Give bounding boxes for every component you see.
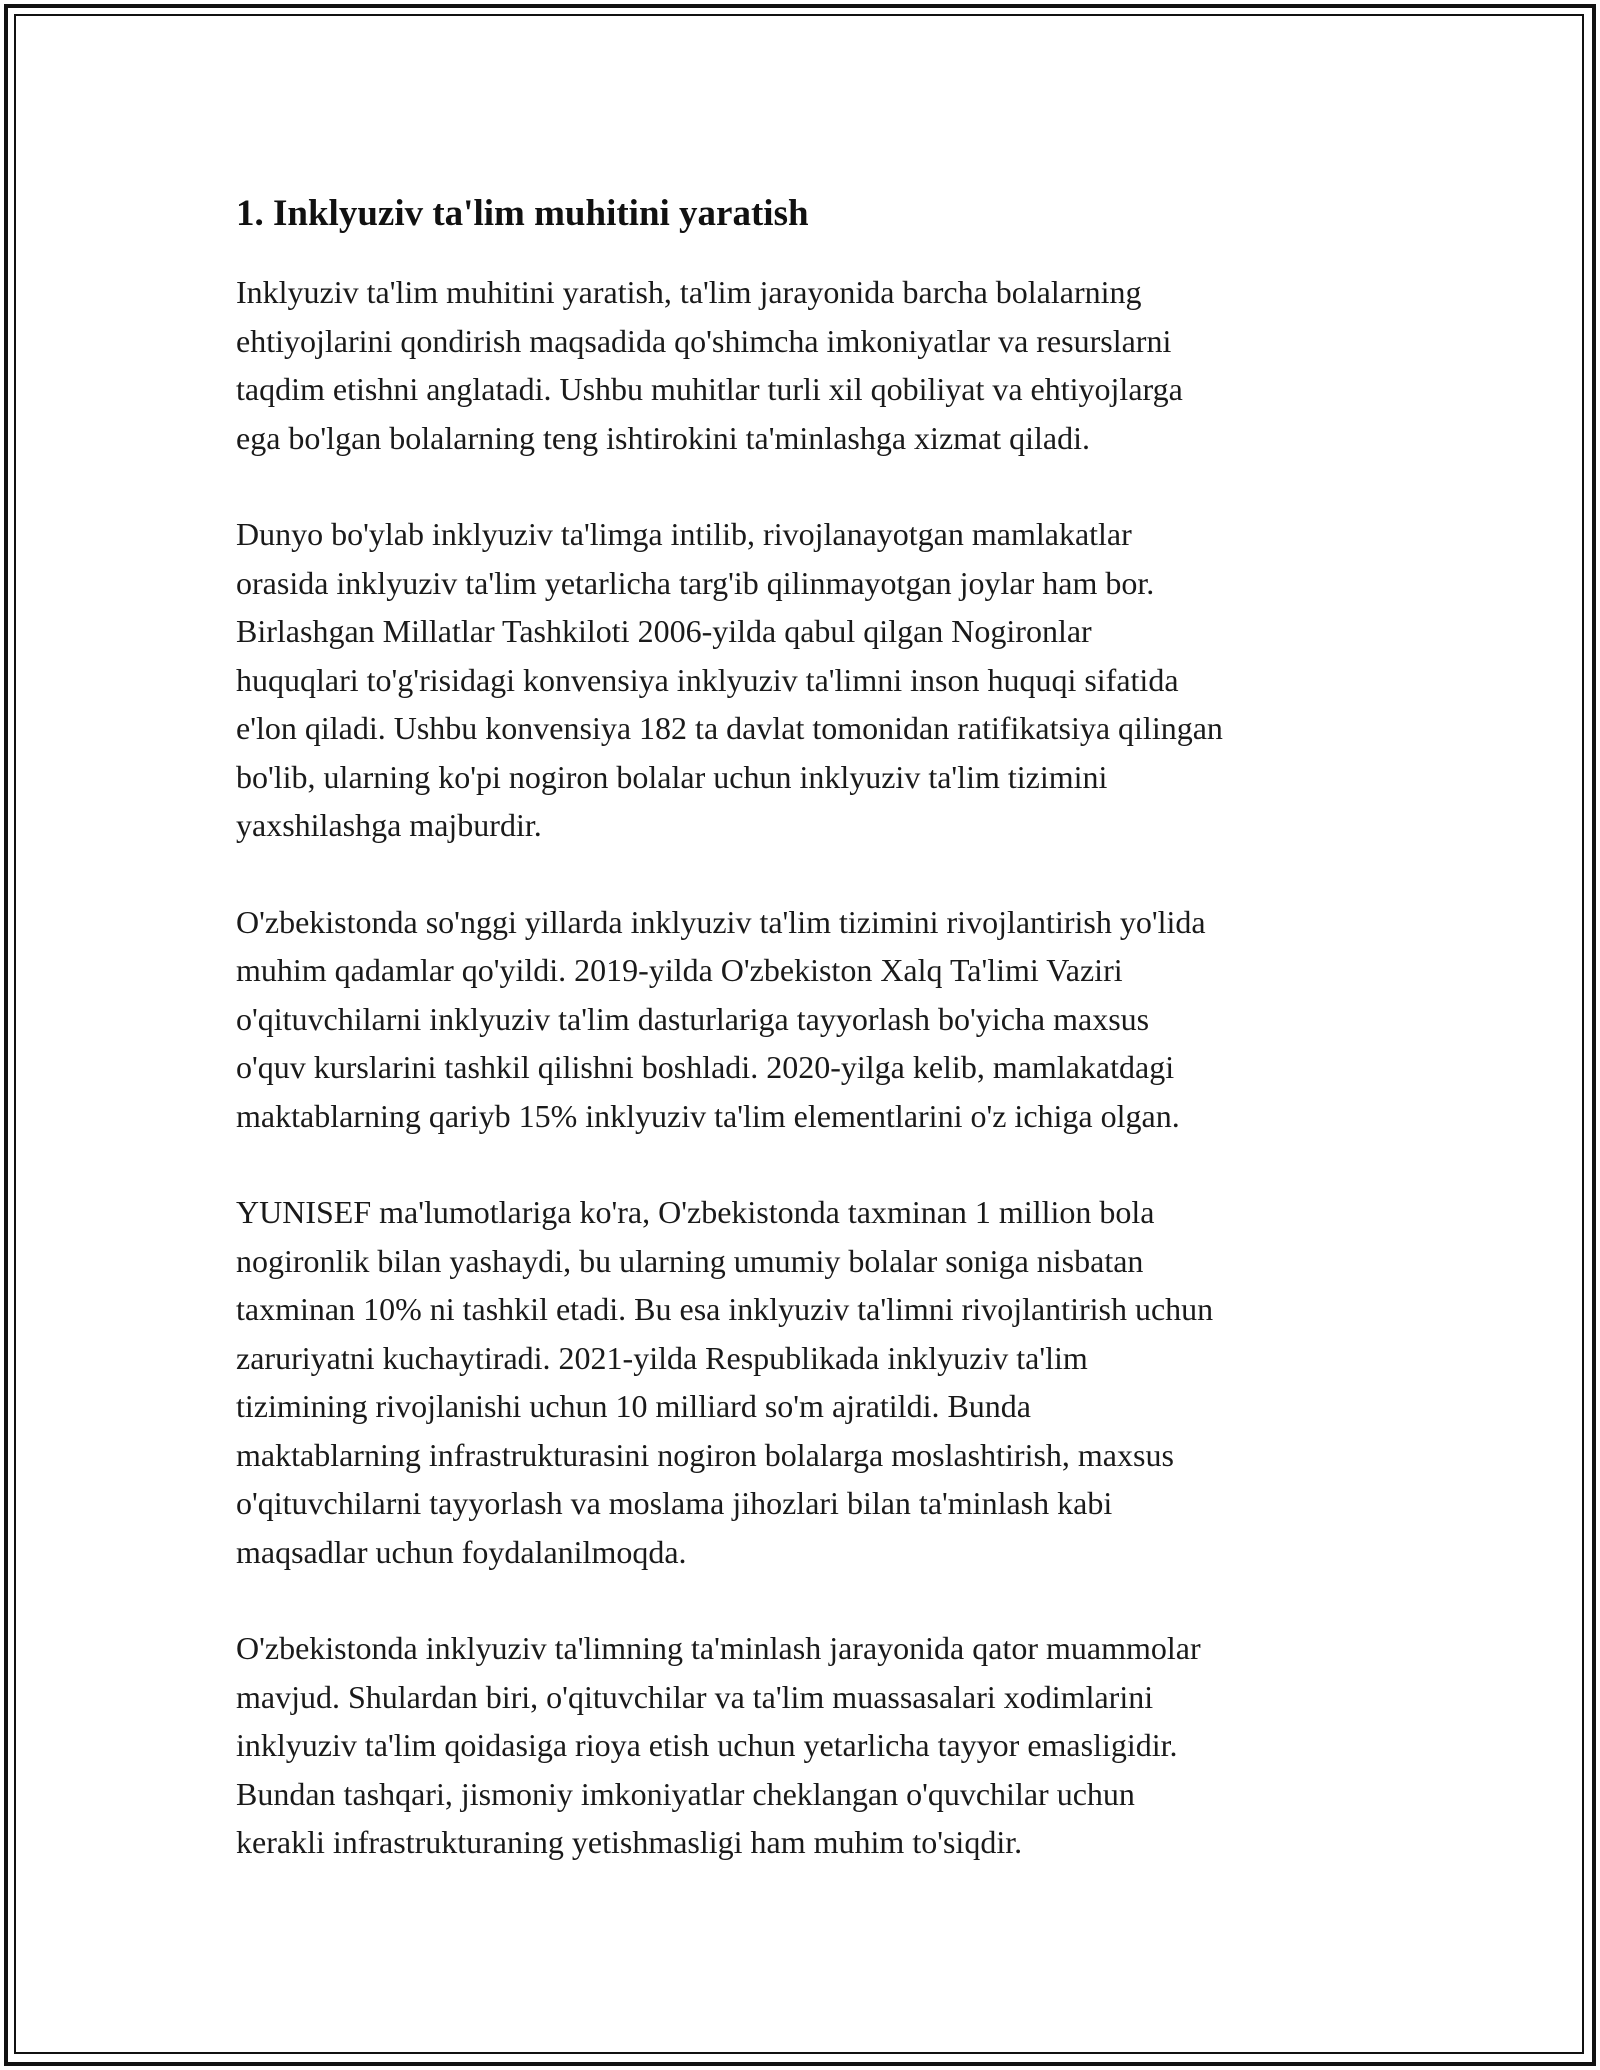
text-line: o'quv kurslarini tashkil qilishni boshladi. 2020-yilga kelib, mamlakatdagi [236,1049,1175,1085]
text-line: maktablarning infrastrukturasini nogiron bolalarga moslashtirish, maxsus [236,1436,1174,1473]
text-line: ehtiyojlarini qondirish maqsadida qo'shimcha imkoniyatlar va resurslarni [236,322,1172,359]
paragraph-5 [236,1624,1386,1867]
text-line: O'zbekistonda so'nggi yillarda inklyuziv ta'lim tizimini rivojlantirish yo'lida [236,903,1206,940]
text-line: o'qituvchilarni tayyorlash va moslama jihozlari bilan ta'minlash kabi [236,1485,1113,1521]
text-line: ega bo'lgan bolalarning teng ishtirokini ta'minlashga xizmat qiladi. [236,419,1090,456]
paragraph-2 [236,510,1386,850]
text-line: maqsadlar uchun foydalanilmoqda. [236,1533,687,1570]
text-line: Inklyuziv ta'lim muhitini yaratish, ta'lim jarayonida barcha bolalarning [236,274,1142,310]
text-line: muhim qadamlar qo'yildi. 2019-yilda O'zbekiston Xalq Ta'limi Vaziri [236,952,1123,988]
text-line: kerakli infrastrukturaning yetishmasligi ham muhim to'siqdir. [236,1824,1023,1860]
text-line: zaruriyatni kuchaytiradi. 2021-yilda Respublikada inklyuziv ta'lim [236,1339,1088,1376]
paragraph-4 [236,1188,1386,1576]
paragraph-3 [236,898,1386,1141]
document-body [236,186,1386,1915]
text-line: nogironlik bilan yashaydi, bu ularning umumiy bolalar soniga nisbatan [236,1242,1144,1279]
text-line: orasida inklyuziv ta'lim yetarlicha targ'ib qilinmayotgan joylar ham bor. [236,564,1155,601]
text-line: O'zbekistonda inklyuziv ta'limning ta'minlash jarayonida qator muammolar [236,1630,1201,1666]
text-line: tizimining rivojlanishi uchun 10 milliard so'm ajratildi. Bunda [236,1388,1031,1424]
text-line: bo'lib, ularning ko'pi nogiron bolalar uchun inklyuziv ta'lim tizimini [236,758,1108,795]
text-line: yaxshilashga majburdir. [236,807,542,843]
text-line: taxminan 10% ni tashkil etadi. Bu esa inklyuziv ta'limni rivojlantirish uchun [236,1291,1214,1327]
text-line: o'qituvchilarni inklyuziv ta'lim dasturlariga tayyorlash bo'yicha maxsus [236,1000,1150,1037]
text-line: e'lon qiladi. Ushbu konvensiya 182 ta davlat tomonidan ratifikatsiya qilingan [236,710,1223,746]
text-line: Bundan tashqari, jismoniy imkoniyatlar cheklangan o'quvchilar uchun [236,1775,1135,1812]
text-line: taqdim etishni anglatadi. Ushbu muhitlar turli xil qobiliyat va ehtiyojlarga [236,371,1183,407]
text-line: Birlashgan Millatlar Tashkiloti 2006-yilda qabul qilgan Nogironlar [236,613,1092,649]
text-line: mavjud. Shulardan biri, o'qituvchilar va ta'lim muassasalari xodimlarini [236,1678,1154,1715]
text-line: inklyuziv ta'lim qoidasiga rioya etish uchun yetarlicha tayyor emasligidir. [236,1727,1178,1763]
text-line: maktablarning qariyb 15% inklyuziv ta'lim elementlarini o'z ichiga olgan. [236,1097,1180,1134]
text-line: YUNISEF ma'lumotlariga ko'ra, O'zbekistonda taxminan 1 million bola [236,1194,1155,1230]
text-line: huquqlari to'g'risidagi konvensiya inklyuziv ta'limni inson huquqi sifatida [236,661,1179,698]
text-line: Dunyo bo'ylab inklyuziv ta'limga intilib, rivojlanayotgan mamlakatlar [236,516,1132,552]
paragraph-1 [236,268,1386,462]
section-heading: 1. Inklyuziv ta'lim muhitini yaratish [236,193,809,234]
